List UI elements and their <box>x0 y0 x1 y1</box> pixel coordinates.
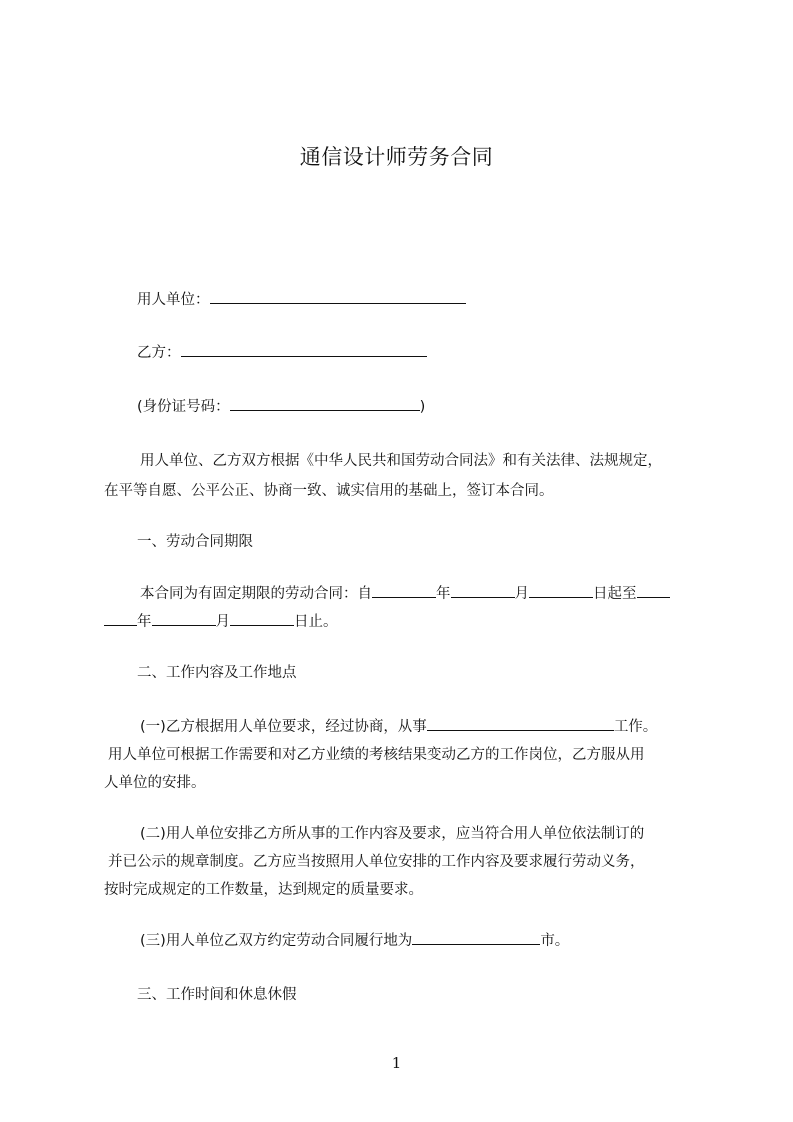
clause-1-line-1 <box>140 713 657 741</box>
start-year-blank[interactable] <box>372 583 436 598</box>
term-year-label: 年 <box>436 586 451 602</box>
party-b-label: 乙方： <box>137 345 181 361</box>
party-b-line <box>137 342 427 364</box>
term-month-label: 月 <box>514 586 529 602</box>
clause-3-suffix: 市。 <box>540 933 570 949</box>
clause-1-line-2: 用人单位可根据工作需要和对乙方业绩的考核结果变动乙方的工作岗位，乙方服从用 <box>108 747 645 763</box>
clause-2-line-3: 按时完成规定的工作数量，达到规定的质量要求。 <box>104 882 423 898</box>
start-day-blank[interactable] <box>529 583 593 598</box>
term-line-1 <box>140 580 670 608</box>
id-label-close: ) <box>419 399 426 415</box>
end-day-blank[interactable] <box>230 611 294 626</box>
start-month-blank[interactable] <box>451 583 515 598</box>
term-start-suffix: 日起至 <box>593 586 637 602</box>
intro-line-1: 用人单位、乙方双方根据《中华人民共和国劳动合同法》和有关法律、法规规定， <box>140 453 662 469</box>
page-number: 1 <box>391 1054 402 1072</box>
document-title: 通信设计师劳务合同 <box>299 145 494 169</box>
section-heading-hours: 三、工作时间和休息休假 <box>137 987 297 1003</box>
term-line-2 <box>104 608 338 636</box>
clause-3-intro: (三)用人单位乙双方约定劳动合同履行地为 <box>140 933 413 949</box>
clause-1-line-3: 人单位的安排。 <box>104 775 206 791</box>
id-label-open: (身份证号码： <box>137 399 230 415</box>
party-b-blank[interactable] <box>181 342 427 357</box>
clause-1-intro: (一)乙方根据用人单位要求，经过协商，从事 <box>140 719 427 735</box>
id-number-blank[interactable] <box>230 396 420 411</box>
end-year-blank-b[interactable] <box>104 611 137 626</box>
clause-2-line-2: 并已公示的规章制度。乙方应当按照用人单位安排的工作内容及要求履行劳动义务， <box>108 854 645 870</box>
end-year-blank-a[interactable] <box>637 583 670 598</box>
job-title-blank[interactable] <box>427 716 614 731</box>
clause-1-suffix: 工作。 <box>613 719 658 735</box>
employer-label: 用人单位： <box>137 292 210 308</box>
intro-line-2: 在平等自愿、公平公正、协商一致、诚实信用的基础上，签订本合同。 <box>104 483 554 499</box>
term-end-month-label: 月 <box>215 614 230 630</box>
section-heading-work: 二、工作内容及工作地点 <box>137 665 297 681</box>
id-number-line <box>137 396 425 418</box>
clause-2-line-1: (二)用人单位安排乙方所从事的工作内容及要求，应当符合用人单位依法制订的 <box>140 826 645 842</box>
employer-line <box>137 289 466 311</box>
term-end-year-label: 年 <box>137 614 152 630</box>
clause-3-line <box>140 927 569 955</box>
term-intro: 本合同为有固定期限的劳动合同：自 <box>140 586 372 602</box>
work-location-blank[interactable] <box>412 930 540 945</box>
section-heading-term: 一、劳动合同期限 <box>137 534 253 550</box>
employer-blank[interactable] <box>210 289 466 304</box>
term-end-suffix: 日止。 <box>294 614 338 630</box>
end-month-blank[interactable] <box>152 611 216 626</box>
